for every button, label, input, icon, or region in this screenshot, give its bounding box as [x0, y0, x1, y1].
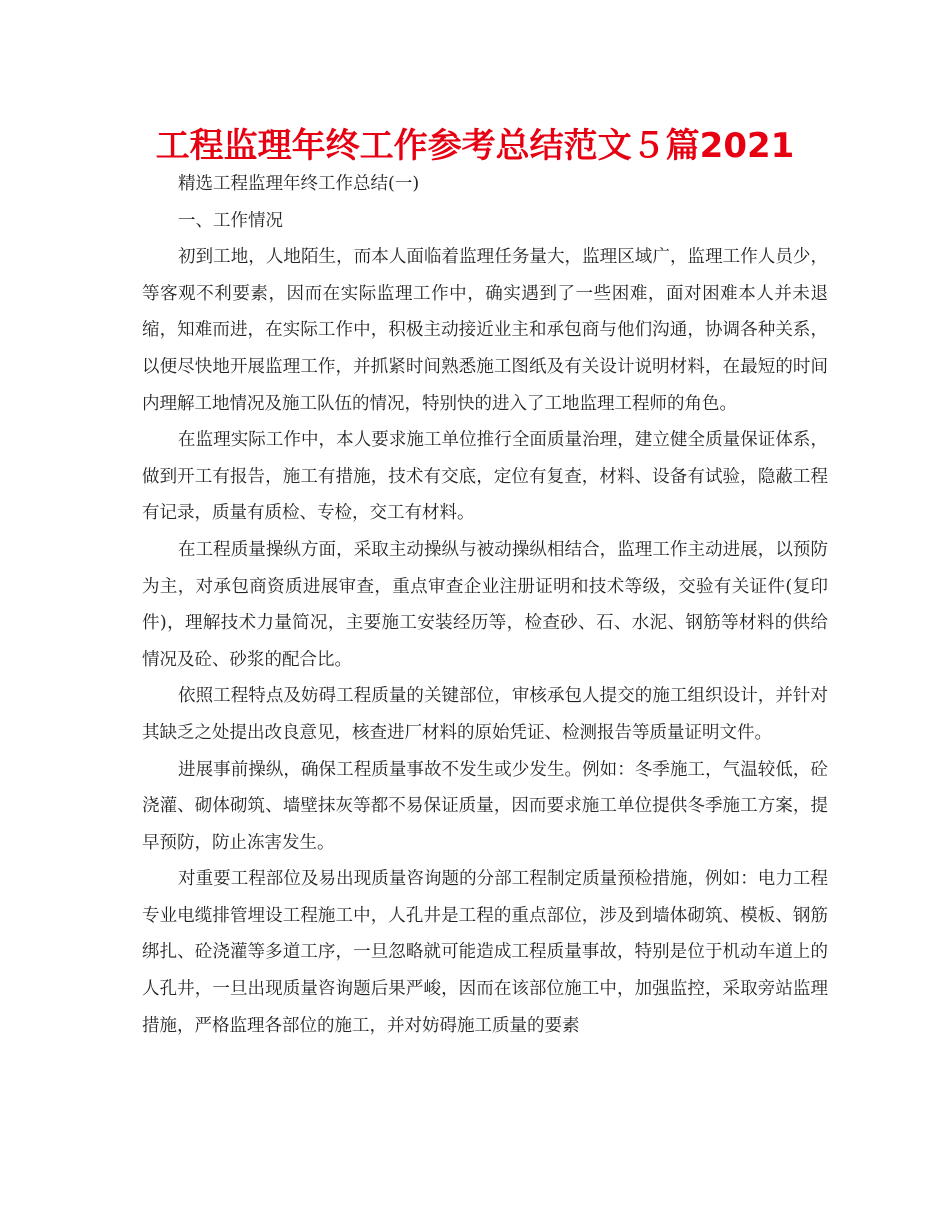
paragraph-6: 对重要工程部位及易出现质量咨询题的分部工程制定质量预检措施，例如：电力工程专业电缆排管埋设工程施工中，人孔井是工程的重点部位，涉及到墙体砌筑、模板、钢筋绑扎、砼浇灌等多道工序，一旦忽略就可能造成工程质量事故，特别是位于机动车道上的人孔井，一旦出现质量咨询题后果严峻，因而在该部位施工中，加强监控，采取旁站监理措施，严格监理各部位的施工，并对妨碍施工质量的要素 — [142, 869, 828, 1036]
subtitle: 精选工程监理年终工作总结(一) — [178, 174, 420, 194]
document-body — [142, 166, 828, 1044]
paragraph-5: 进展事前操纵，确保工程质量事故不发生或少发生。例如：冬季施工，气温较低，砼浇灌、砌体砌筑、墙壁抹灰等都不易保证质量，因而要求施工单位提供冬季施工方案，提早预防，防止冻害发生。 — [142, 759, 828, 853]
document-title: 工程监理年终工作参考总结范文５篇2021 — [155, 126, 795, 166]
paragraph-1: 初到工地，人地陌生，而本人面临着监理任务量大，监理区域广，监理工作人员少，等客观不利要素，因而在实际监理工作中，确实遇到了一些困难，面对困难本人并未退缩，知难而进，在实际工作中，积极主动接近业主和承包商与他们沟通，协调各种关系，以便尽快地开展监理工作，并抓紧时间熟悉施工图纸及有关设计说明材料，在最短的时间内理解工地情况及施工队伍的情况，特别快的进入了工地监理工程师的角色。 — [142, 247, 828, 414]
paragraph-4: 依照工程特点及妨碍工程质量的关键部位，审核承包人提交的施工组织设计，并针对其缺乏之处提出改良意见，核查进厂材料的原始凭证、检测报告等质量证明文件。 — [142, 686, 828, 743]
section-heading: 一、工作情况 — [178, 210, 283, 231]
paragraph-2: 在监理实际工作中，本人要求施工单位推行全面质量治理，建立健全质量保证体系，做到开工有报告，施工有措施，技术有交底，定位有复查，材料、设备有试验，隐蔽工程有记录，质量有质检、专检，交工有材料。 — [142, 430, 828, 524]
paragraph-3: 在工程质量操纵方面，采取主动操纵与被动操纵相结合，监理工作主动进展，以预防为主，对承包商资质进展审查，重点审查企业注册证明和技术等级，交验有关证件(复印件)，理解技术力量简况，主要施工安装经历等，检查砂、石、水泥、钢筋等材料的供给情况及砼、砂浆的配合比。 — [142, 539, 828, 670]
